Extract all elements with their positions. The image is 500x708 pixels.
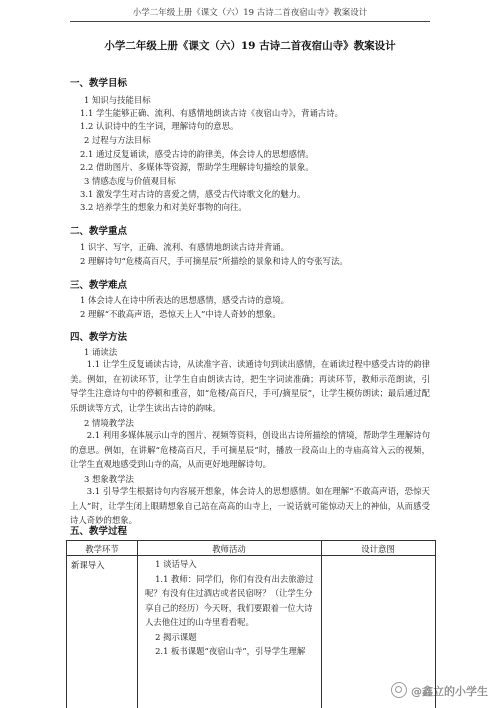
- watermark: [391, 682, 488, 699]
- key-point-line: 1 识字、写字，正确、流利、有感情地朗读古诗并背诵。: [80, 242, 289, 252]
- activity-line: 2 揭示课题: [155, 631, 197, 642]
- table-column-divider: [321, 541, 322, 708]
- section-heading-methods: 四、教学方法: [70, 332, 128, 343]
- objective-line: 3 情感态度与价值观目标: [84, 176, 176, 186]
- objective-line: 2.1 通过反复诵读，感受古诗的韵律美，体会诗人的思想感情。: [80, 149, 314, 159]
- method-title: 3 想象教学法: [84, 474, 134, 484]
- table-cell-activity: [145, 557, 317, 659]
- header-divider: [70, 21, 430, 22]
- table-header-intent: 设计意图: [361, 544, 395, 554]
- table-header-divider: [67, 555, 435, 556]
- activity-line: 1.1 教师：同学们，你们有没有出去旅游过呢？有没有住过酒店或者民宿呀？（让学生分享自己的经历）今天呀，我们要跟着一位大诗人去他住过的山寺里看看呢。: [145, 573, 314, 627]
- section-heading-process: 五、教学过程: [70, 526, 128, 537]
- key-point-line: 2 理解诗句“危楼高百尺，手可摘星辰”所描绘的景象和诗人的夸张写法。: [80, 256, 348, 266]
- table-header-stage: 教学环节: [85, 544, 119, 554]
- running-header: 小学二年级上册《课文（六）19 古诗二首夜宿山寺》教案设计: [132, 8, 368, 18]
- activity-line: 2.1 板书课题“夜宿山寺”，引导学生理解: [155, 646, 306, 656]
- objective-line: 3.1 激发学生对古诗的喜爱之情，感受古代诗歌文化的魅力。: [80, 189, 306, 199]
- section-heading-key-points: 二、教学重点: [70, 226, 128, 237]
- table-header-activity: 教师活动: [212, 544, 246, 554]
- objective-line: 3.2 培养学生的想象力和对美好事物的向往。: [80, 202, 247, 212]
- lesson-process-table: [66, 540, 436, 708]
- difficulty-line: 2 理解“不敢高声语，恐惊天上人”中诗人奇妙的想象。: [80, 309, 281, 319]
- watermark-logo-icon: [391, 682, 407, 698]
- activity-line: 1 谈话导入: [155, 559, 197, 569]
- document-title: 小学二年级上册《课文（六）19 古诗二首夜宿山寺》教案设计: [104, 40, 396, 52]
- objective-line: 1.1 学生能够正确、流利、有感情地朗读古诗《夜宿山寺》，背诵古诗。: [80, 108, 344, 118]
- method-paragraph: 1.1 让学生反复诵读古诗，从读准字音、读通诗句到读出感情，在诵读过程中感受古诗的韵律美。例如，在初读环节，让学生自由朗读古诗，把生字词读准确；再读环节，教师示范朗读，引导学生注意诗句中的停顿和重音，如“危楼/高百尺，手可/摘星辰”，让学生模仿朗读；最后通过配乐朗读等方式，让学生读出古诗的韵味。: [70, 359, 430, 413]
- table-column-divider: [137, 541, 138, 708]
- watermark-text: @鑫立的小学生: [411, 685, 488, 698]
- table-cell-stage: 新课导入: [71, 560, 105, 570]
- objective-line: 2.2 借助图片、多媒体等资源，帮助学生理解诗句描绘的景象。: [80, 162, 314, 172]
- method-paragraph: 3.1 引导学生根据诗句内容展开想象，体会诗人的思想感情。如在理解“不敢高声语，恐惊天上人”时，让学生闭上眼睛想象自己站在高高的山寺上，一说话就可能惊动天上的神仙，从而感受诗人奇妙的想象。: [70, 486, 430, 526]
- difficulty-line: 1 体会诗人在诗中所表达的思想感情，感受古诗的意境。: [80, 295, 289, 305]
- method-title: 2 情境教学法: [84, 418, 134, 428]
- objective-line: 1 知识与技能目标: [84, 95, 151, 105]
- section-heading-difficulties: 三、教学难点: [70, 280, 128, 291]
- method-title: 1 诵读法: [84, 347, 118, 357]
- method-paragraph: 2.1 利用多媒体展示山寺的图片、视频等资料，创设出古诗所描绘的情境，帮助学生理解诗句的意思。例如，在讲解“危楼高百尺，手可摘星辰”时，播放一段高山上的寺庙高耸入云的视频，让学生直观地感受到山寺的高，从而更好地理解诗句。: [70, 430, 430, 470]
- objective-line: 1.2 认识诗中的生字词，理解诗句的意思。: [80, 121, 239, 131]
- objective-line: 2 过程与方法目标: [84, 135, 151, 145]
- section-heading-objectives: 一、教学目标: [70, 78, 128, 89]
